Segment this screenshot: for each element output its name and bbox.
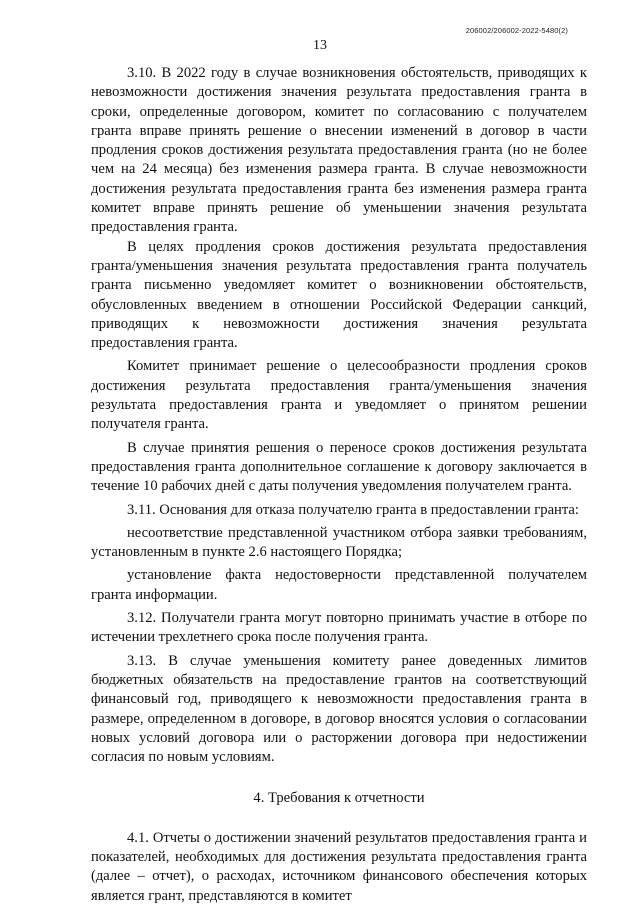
- document-id: 206002/206002-2022-5480(2): [465, 26, 568, 35]
- paragraph-refusal-reason-2: установление факта недостоверности представленной получателем гранта информации.: [91, 567, 587, 603]
- paragraph-4-1: 4.1. Отчеты о достижении значений результатов предоставления гранта и показателей, необходимых для достижения результата предоставления гранта (далее – отчет), о расходах, источником финансового обеспечения которых является грант, представляются в комитет: [91, 829, 587, 904]
- paragraph-committee-decision: Комитет принимает решение о целесообразности продления сроков достижения результата предоставления гранта/уменьшения значения результата предоставления гранта и уведомляет о принятом решении получателя гранта.: [91, 358, 587, 433]
- page-number: 13: [313, 38, 327, 53]
- paragraph-3-11: 3.11. Основания для отказа получателю гранта в предоставлении гранта:: [127, 501, 579, 518]
- paragraph-extension-notice: В целях продления сроков достижения результата предоставления гранта/уменьшения значения результата предоставления гранта получатель гранта письменно уведомляет комитет о возникновении обстоятельств, обусловленных введением в отношении Российской Федерации санкций, приводящих к невозможности достижения значения результата предоставления гранта.: [91, 238, 587, 352]
- document-body: [91, 64, 587, 906]
- paragraph-3-13: 3.13. В случае уменьшения комитету ранее доведенных лимитов бюджетных обязательств на предоставление грантов на соответствующий финансовый год, приводящего к невозможности предоставления гранта в размере, определенном в договоре, в договор вносятся условия о согласовании новых условий договора или о расторжении договора при недостижении согласия по новым условиям.: [91, 652, 587, 766]
- paragraph-3-12: 3.12. Получатели гранта могут повторно принимать участие в отборе по истечении трехлетнего срока после получения гранта.: [91, 610, 587, 646]
- paragraph-3-10: 3.10. В 2022 году в случае возникновения обстоятельств, приводящих к невозможности достижения значения результата предоставления гранта в сроки, определенные договором, комитет по согласованию с получателем гранта вправе принять решение о внесении изменений в договор в части продления сроков достижения результата предоставления гранта (но не более чем на 24 месяца) без изменения размера гранта. В случае невозможности достижения результата предоставления гранта без изменения размера гранта комитет вправе принять решение об уменьшении значения результата предоставления гранта.: [91, 65, 587, 236]
- section-heading: 4. Требования к отчетности: [253, 790, 425, 807]
- paragraph-refusal-reason-1: несоответствие представленной участником отбора заявки требованиям, установленным в пункте 2.6 настоящего Порядка;: [91, 524, 587, 561]
- paragraph-additional-agreement: В случае принятия решения о переносе сроков достижения результата предоставления гранта дополнительное соглашение к договору заключается в течение 10 рабочих дней с даты получения уведомления получателем гранта.: [91, 439, 587, 495]
